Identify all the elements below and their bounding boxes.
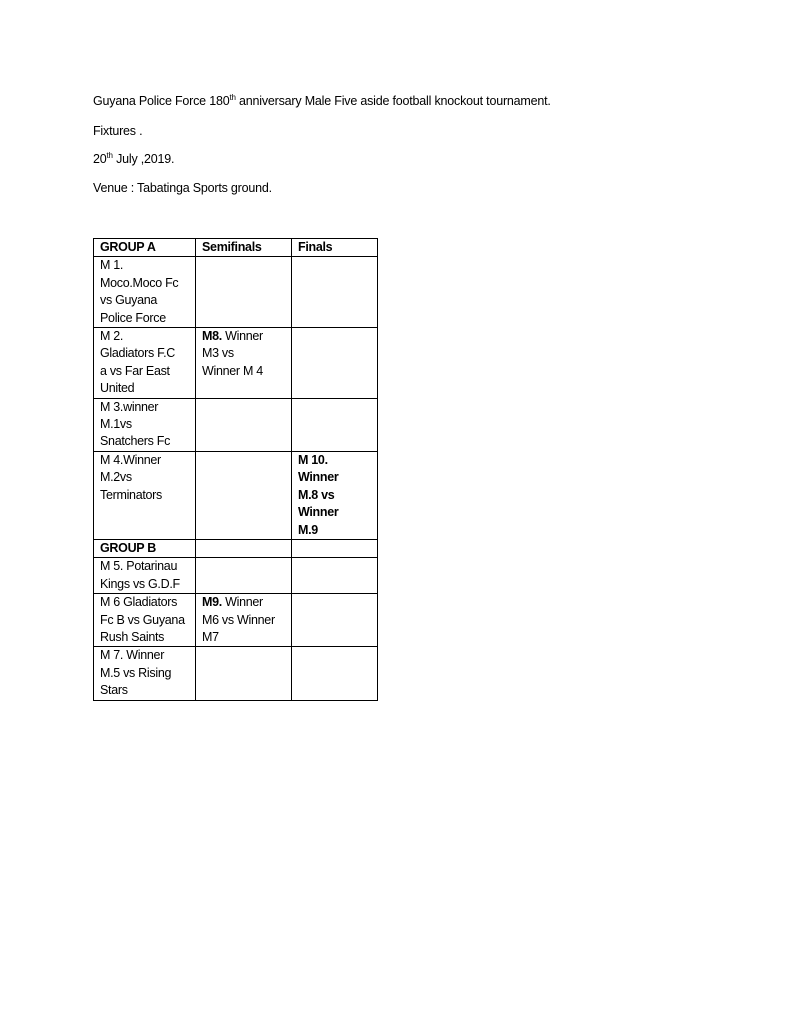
document-title [93, 94, 551, 108]
match-cell [94, 398, 196, 451]
title-text: Guyana Police Force 180 [93, 94, 230, 108]
semifinal-text [202, 594, 287, 646]
header-group-a: GROUP A [94, 239, 196, 257]
semifinal-cell [196, 594, 292, 647]
match-cell [94, 594, 196, 647]
semifinal-cell [196, 647, 292, 700]
match-cell [94, 451, 196, 539]
semifinal-cell [196, 558, 292, 594]
table-header-row [94, 239, 378, 257]
semifinal-match-number: M9. [202, 595, 222, 610]
match-text: M 5. Potarinau Kings vs G.D.F [100, 559, 180, 591]
semifinal-description: Winner M3 vs Winner M 4 [202, 329, 263, 378]
table-row [94, 558, 378, 594]
semifinal-cell [196, 257, 292, 328]
semifinal-text [202, 328, 287, 380]
final-match-text: M 10. Winner M.8 vs Winner M.9 [298, 452, 339, 537]
header-semifinals: Semifinals [196, 239, 292, 257]
date-superscript: th [106, 151, 113, 160]
match-text: M 6 Gladiators Fc B vs Guyana Rush Saints [100, 595, 185, 644]
match-text: M 1. Moco.Moco Fc vs Guyana Police Force [100, 258, 179, 325]
event-date [93, 152, 174, 166]
final-cell [292, 594, 378, 647]
final-cell [292, 647, 378, 700]
semifinal-match-number: M8. [202, 329, 222, 344]
final-cell [292, 558, 378, 594]
semifinal-cell [196, 451, 292, 539]
group-b-label [94, 539, 196, 557]
table-row [94, 398, 378, 451]
date-day: 20 [93, 152, 107, 166]
table-row [94, 257, 378, 328]
table-row [94, 539, 378, 557]
match-text: M 7. Winner M.5 vs Rising Stars [100, 648, 172, 698]
semifinal-cell [196, 398, 292, 451]
match-cell [94, 257, 196, 328]
fixtures-label: Fixtures . [93, 124, 143, 138]
match-text: M 2. Gladiators F.C a vs Far East United [100, 329, 175, 396]
final-cell [292, 539, 378, 557]
match-text: M 4.Winner M.2vs Terminators [100, 452, 162, 502]
header-finals: Finals [292, 239, 378, 257]
title-text-continued: anniversary Male Five aside football knockout tournament. [235, 94, 551, 108]
semifinal-cell [196, 328, 292, 399]
table-row [94, 647, 378, 700]
semifinal-cell [196, 539, 292, 557]
final-cell [292, 398, 378, 451]
match-cell [94, 328, 196, 399]
final-cell [292, 257, 378, 328]
table-row [94, 594, 378, 647]
match-cell [94, 558, 196, 594]
table-row [94, 328, 378, 399]
venue-line: Venue : Tabatinga Sports ground. [93, 181, 272, 195]
match-cell [94, 647, 196, 700]
table-row [94, 451, 378, 539]
date-rest: July ,2019. [112, 152, 175, 166]
semifinal-description: Winner M6 vs Winner M7 [202, 595, 275, 644]
final-cell [292, 328, 378, 399]
group-b-text: GROUP B [100, 540, 157, 555]
final-cell [292, 451, 378, 539]
fixtures-table [93, 238, 378, 701]
match-text: M 3.winner M.1vs Snatchers Fc [100, 399, 171, 449]
title-superscript: th [229, 93, 236, 102]
